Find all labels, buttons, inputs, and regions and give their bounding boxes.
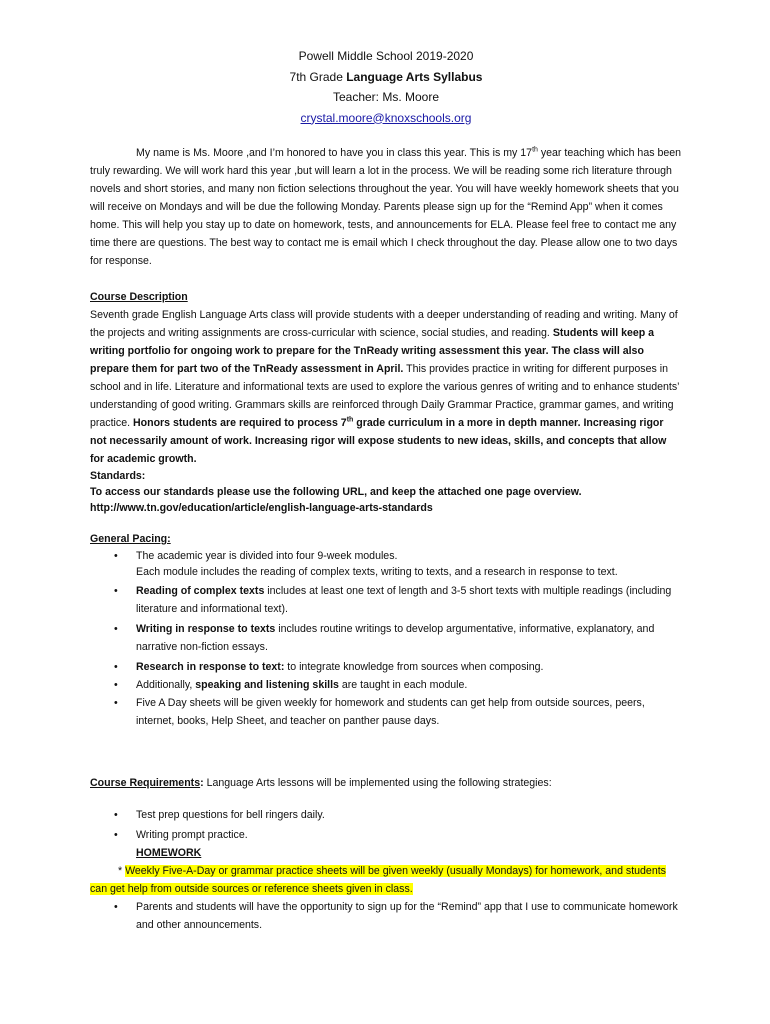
list-item: • Five A Day sheets will be given weekly for homework and students can get help from outside sources, peers, internet, books, Help Sheet, and teacher on panther pause days. [90,694,682,730]
standards-line: To access our standards please use the following URL, and keep the attached one page overview. [90,486,582,498]
list-item: • Test prep questions for bell ringers daily. [90,806,682,824]
school-line: Powell Middle School 2019-2020 [298,49,474,63]
requirements-list [90,806,682,862]
course-name: Language Arts Syllabus [346,69,483,84]
list-item: • Parents and students will have the opportunity to sign up for the “Remind” app that I use to communicate homework and other announcements. [90,898,682,934]
list-item: • Additionally, speaking and listening skills are taught in each module. [90,676,682,694]
standards-url[interactable]: http://www.tn.gov/education/article/english-language-arts-standards [90,502,433,514]
standards-section [90,468,682,516]
bullet-icon: • [114,679,118,691]
pacing-heading: General Pacing: [90,533,171,545]
bullet-icon: • [114,585,118,597]
list-item: • Research in response to text: to integrate knowledge from sources when composing. [90,658,682,676]
document-header [90,46,682,128]
requirements-heading: Course Requirements [90,777,201,789]
list-item: • Writing in response to texts includes routine writings to develop argumentative, informative, explanatory, and narrative non-fiction essays. [90,620,682,656]
highlighted-homework-text: Weekly Five-A-Day or grammar practice sheets will be given weekly (usually Mondays) for homework, and students can get help from outside sources or reference sheets given in class. [90,865,666,895]
standards-heading: Standards: [90,470,146,482]
course-description-paragraph: Seventh grade English Language Arts class will provide students with a deeper understanding of reading and writing. Many of the projects and writing assignments are cross-curricular with science, social studies, and reading. Students will keep a writing portfolio for ongoing work to prepare for the TnReady writing assessment this year. The class will also prepare them for part two of the TnReady assessment in April. This provides practice in writing for different purposes in school and in life. Literature and informational texts are used to explore the various genres of writing and to enhance students’ understanding of good writing. Grammars skills are reinforced through Daily Grammar Practice, grammar games, and writing practice. Honors students are required to process 7th grade curriculum in a more in depth manner. Increasing rigor not necessarily amount of work. Increasing rigor will expose students to new ideas, skills, and concepts that allow for academic growth. [90,309,680,465]
remind-list [90,898,682,934]
bullet-icon: • [114,901,118,913]
requirements-line: Course Requirements: Language Arts lessons will be implemented using the following strategies: [90,777,552,789]
bullet-icon: • [114,829,118,841]
bullet-icon: • [114,661,118,673]
bullet-icon: • [114,623,118,635]
teacher-line: Teacher: Ms. Moore [332,90,440,104]
pacing-list [90,548,682,730]
course-line [90,67,682,88]
intro-paragraph: My name is Ms. Moore ,and I’m honored to have you in class this year. This is my 17th year teaching which has been truly rewarding. We will work hard this year ,but will learn a lot in the process. We will be reading some rich literature through novels and short stories, and many non fiction selections throughout the year. You will have weekly homework sheets that you will receive on Mondays and will be due the following Monday. Parents please sign up for the “Remind App” when it comes home. This will help you stay up to date on homework, tests, and announcements for ELA. Please feel free to contact me any time there are questions. The best way to contact me is email which I check throughout the day. Please allow one to two days for response. [90,146,682,267]
list-item: • Reading of complex texts includes at least one text of length and 3-5 short texts with multiple readings (including literature and informational text). [90,582,682,618]
teacher-email-link[interactable]: crystal.moore@knoxschools.org [300,110,472,125]
course-description-heading: Course Description [90,291,188,303]
bullet-icon: • [114,697,118,709]
syllabus-page [90,46,682,934]
course-prefix: 7th Grade [289,69,347,84]
list-item: • Writing prompt practice. HOMEWORK [90,826,682,862]
homework-note: * Weekly Five-A-Day or grammar practice sheets will be given weekly (usually Mondays) for homework, and students can get help from outside sources or reference sheets given in class. [90,865,666,895]
bullet-icon: • [114,550,118,562]
bullet-icon: • [114,809,118,821]
list-item: • The academic year is divided into four 9-week modules. Each module includes the reading of complex texts, writing to texts, and a research in response to text. [114,550,618,578]
homework-heading: HOMEWORK [136,847,202,859]
